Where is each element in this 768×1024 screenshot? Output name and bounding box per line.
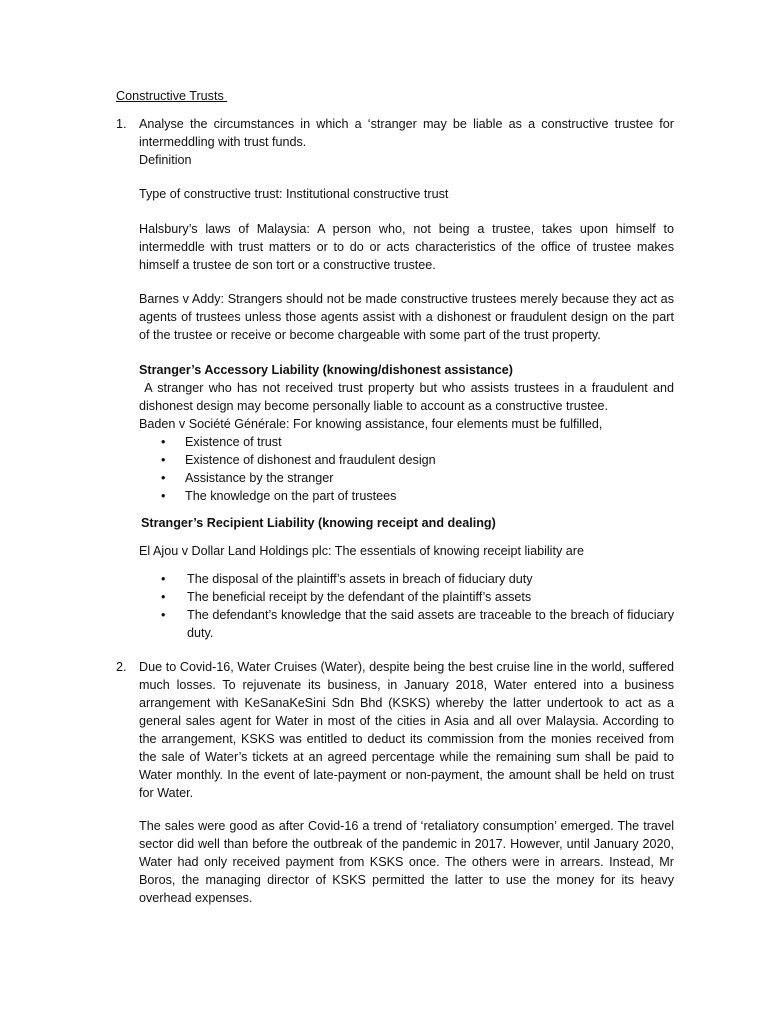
accessory-heading: Stranger’s Accessory Liability (knowing/dishonest assistance) (139, 363, 513, 377)
list-item (139, 570, 674, 588)
bullet-glyph: • (161, 435, 166, 449)
halsbury-text: Halsbury’s laws of Malaysia: A person who, not being a trustee, takes upon himself to intermeddle with trust matters or to do or acts characteristics of the office of trustee makes himself a trustee de son tort or a constructive trustee. (139, 222, 674, 272)
bullet-glyph: • (161, 572, 166, 586)
list-item-text: The defendant’s knowledge that the said assets are traceable to the breach of fiduciary duty. (187, 608, 674, 640)
barnes-text: Barnes v Addy: Strangers should not be made constructive trustees merely because they act as agents of trustees unless those agents assist with a dishonest or fraudulent design on the part of the trustee or receive or become chargeable with some part of the trust property. (139, 292, 674, 342)
type-paragraph (139, 185, 674, 203)
list-item-text: Existence of dishonest and fraudulent design (185, 453, 436, 467)
list-item (139, 606, 674, 642)
halsbury-paragraph (139, 220, 674, 274)
list-item-text: Assistance by the stranger (185, 471, 334, 485)
question-2-text-1: Due to Covid-16, Water Cruises (Water), despite being the best cruise line in the world, suffered much losses. To rejuvenate its business, in January 2018, Water entered into a business arrangement with KeSanaKeSini Sdn Bhd (KSKS) whereby the latter undertook to act as a general sales agent for Water in most of the cities in Asia and all over Malaysia. According to the arrangement, KSKS was entitled to deduct its commission from the monies received from the sale of Water’s tickets at an agreed percentage while the remaining sum shall be paid to Water monthly. In the event of late-payment or non-payment, the amount shall be held on trust for Water. (139, 660, 674, 800)
baden-text: Baden v Société Générale: For knowing assistance, four elements must be fulfilled, (139, 417, 603, 431)
list-item-text: The knowledge on the part of trustees (185, 489, 397, 503)
el-ajou-text: El Ajou v Dollar Land Holdings plc: The essentials of knowing receipt liability are (139, 544, 584, 558)
list-item (139, 588, 674, 606)
bullet-glyph: • (161, 471, 166, 485)
list-item (139, 487, 674, 505)
recipient-bullets-block (139, 570, 674, 642)
question-2-paragraph-1 (139, 658, 674, 802)
document-title: Constructive Trusts (116, 89, 228, 103)
recipient-section (139, 542, 674, 560)
bullet-glyph: • (161, 590, 166, 604)
definition-label: Definition (139, 153, 192, 167)
bullet-glyph: • (161, 489, 166, 503)
accessory-bullet-list (139, 433, 674, 505)
bullet-glyph: • (161, 453, 166, 467)
list-item (139, 433, 674, 451)
list-item (139, 469, 674, 487)
recipient-heading: Stranger’s Recipient Liability (knowing receipt and dealing) (141, 516, 496, 530)
bullet-glyph: • (161, 608, 166, 622)
question-1-number: 1. (116, 117, 127, 131)
accessory-text: A stranger who has not received trust property but who assists trustees in a fraudulent and dishonest design may become personally liable to account as a constructive trustee. (139, 381, 678, 413)
question-1-block (139, 115, 674, 169)
list-item (139, 451, 674, 469)
question-2-text-2: The sales were good as after Covid-16 a trend of ‘retaliatory consumption’ emerged. The travel sector did well than before the outbreak of the pandemic in 2017. However, until January 2020, Water had only received payment from KSKS once. The others were in arrears. Instead, Mr Boros, the managing director of KSKS permitted the latter to use the money for its heavy overhead expenses. (139, 819, 674, 905)
question-1-text: Analyse the circumstances in which a ‘stranger may be liable as a constructive trustee for intermeddling with trust funds. (139, 117, 674, 149)
list-item-text: The beneficial receipt by the defendant of the plaintiff’s assets (187, 590, 532, 604)
recipient-bullet-list (139, 570, 674, 642)
question-2-number: 2. (116, 660, 127, 674)
list-item-text: Existence of trust (185, 435, 282, 449)
barnes-paragraph (139, 290, 674, 344)
type-line: Type of constructive trust: Institutional constructive trust (139, 187, 449, 201)
list-item-text: The disposal of the plaintiff’s assets in breach of fiduciary duty (187, 572, 533, 586)
question-2-paragraph-2 (139, 817, 674, 907)
recipient-heading-block (141, 514, 676, 532)
accessory-section (139, 361, 678, 505)
